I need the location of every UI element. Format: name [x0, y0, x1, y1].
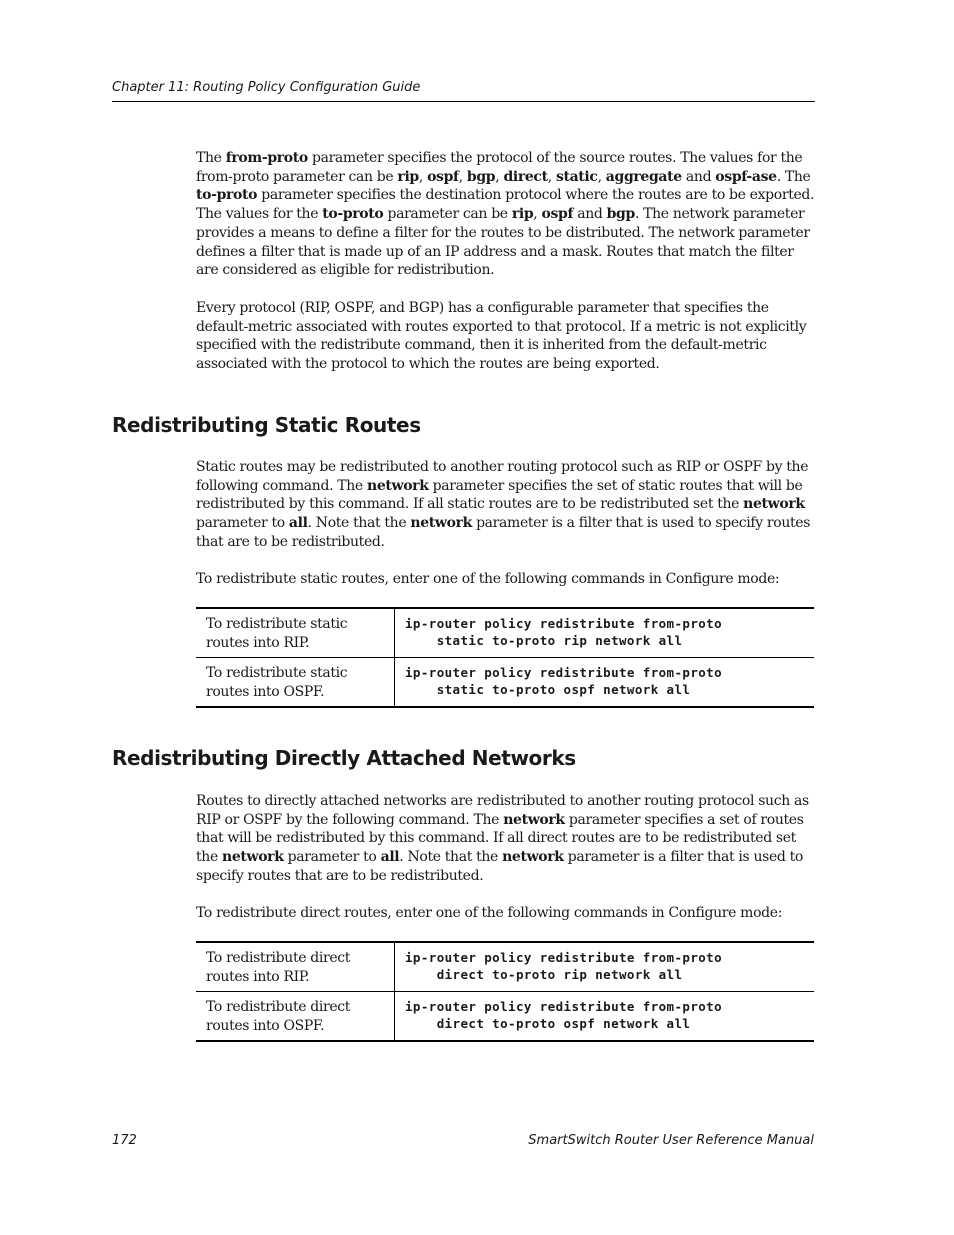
keyword: all [380, 849, 400, 866]
keyword: network [502, 849, 564, 866]
command-text: ip-router policy redistribute from-proto direct to-proto rip network all [405, 950, 723, 982]
command-text: ip-router policy redistribute from-proto static to-proto ospf network all [405, 665, 723, 697]
text-run: . Note that the [307, 515, 411, 532]
keyword: static [555, 168, 598, 185]
keyword: network [366, 477, 429, 494]
static-command-table [196, 607, 814, 708]
keyword: direct [503, 168, 548, 185]
direct-command-table [196, 941, 814, 1042]
text-run: , [495, 168, 504, 185]
keyword: all [288, 515, 308, 532]
text-run: parameter specifies the destination protocol where the routes are to be exported. The values for the [196, 187, 815, 223]
keyword: ospf-ase [715, 168, 777, 185]
text-run: . The network parameter provides a means to define a filter for the routes to be distributed. The network parameter defines a filter that is made up of an IP address and a mask. Routes that match the filter are considered as eligible for redistribution. [196, 206, 810, 279]
text-run: , [597, 168, 606, 185]
table-row [196, 943, 814, 991]
command-description: To redistribute static routes into OSPF. [196, 658, 395, 706]
text-run: and [573, 206, 607, 223]
text-run: parameter is a filter that is used to specify routes that are to be redistributed. [196, 849, 803, 884]
text-run: parameter to [283, 849, 381, 866]
keyword: ospf [541, 206, 574, 223]
command-text: ip-router policy redistribute from-proto static to-proto rip network all [405, 616, 723, 648]
keyword: from-proto [225, 150, 308, 166]
static-paragraph-2: To redistribute static routes, enter one of the following commands in Configure mode: [196, 571, 780, 587]
keyword: to-proto [322, 206, 384, 223]
keyword: ospf [427, 168, 459, 185]
text-run: parameter specifies the set of static routes that will be redistributed by this command. If all static routes are to be redistributed set the [196, 477, 803, 513]
keyword: network [410, 515, 472, 532]
intro-paragraph-2: Every protocol (RIP, OSPF, and BGP) has a configurable parameter that specifies the default-metric associated with routes exported to that protocol. If a metric is not explicitly specified with the redistribute command, then it is inherited from the default-metric associated with the protocol to which the routes are being exported. [196, 300, 807, 373]
keyword: aggregate [605, 168, 682, 185]
text-run: and [681, 168, 716, 185]
text-run: parameter to [196, 515, 289, 532]
chapter-title: Chapter 11: Routing Policy Configuration Guide [112, 80, 421, 95]
command-description: To redistribute direct routes into OSPF. [196, 992, 395, 1040]
intro-paragraph-1 [196, 149, 816, 280]
text-run: , [533, 206, 542, 223]
keyword: rip [397, 168, 419, 185]
text-run: Static routes may be redistributed to another routing protocol such as RIP or OSPF by the following command. The [196, 459, 809, 494]
text-run: . Note that the [399, 849, 503, 866]
section-heading-direct: Redistributing Directly Attached Networks [112, 746, 576, 770]
static-paragraph-1 [196, 458, 816, 552]
table-row [196, 609, 814, 657]
keyword: bgp [466, 168, 496, 185]
text-run: The [196, 150, 226, 166]
command-description: To redistribute static routes into RIP. [196, 609, 395, 657]
text-run: , [418, 168, 428, 185]
text-run: Routes to directly attached networks are redistributed to another routing protocol such as RIP or OSPF by the following command. The [196, 793, 809, 828]
table-row [196, 991, 814, 1040]
keyword: bgp [606, 206, 635, 223]
page-number: 172 [112, 1133, 137, 1148]
direct-paragraph-2: To redistribute direct routes, enter one of the following commands in Configure mode: [196, 905, 783, 921]
text-run: parameter specifies the protocol of the source routes. The values for the from-proto parameter can be [196, 150, 803, 185]
keyword: rip [511, 206, 534, 223]
text-run: , [458, 168, 467, 185]
keyword: to-proto [196, 187, 258, 204]
text-run: parameter specifies a set of routes that will be redistributed by this command. If all direct routes are to be redistributed set the [196, 811, 804, 866]
text-run: parameter is a filter that is used to specify routes that are to be redistributed. [196, 515, 811, 550]
keyword: network [743, 496, 805, 513]
direct-paragraph-1 [196, 792, 816, 886]
keyword: network [221, 849, 284, 866]
section-heading-static: Redistributing Static Routes [112, 413, 421, 437]
manual-title: SmartSwitch Router User Reference Manual [528, 1133, 814, 1148]
text-run: . The [776, 168, 811, 185]
command-text: ip-router policy redistribute from-proto direct to-proto ospf network all [405, 999, 723, 1031]
command-description: To redistribute direct routes into RIP. [196, 943, 395, 991]
text-run: , [547, 168, 556, 185]
keyword: network [503, 811, 565, 828]
text-run: parameter can be [383, 206, 512, 223]
table-row [196, 657, 814, 706]
running-header [112, 80, 815, 102]
